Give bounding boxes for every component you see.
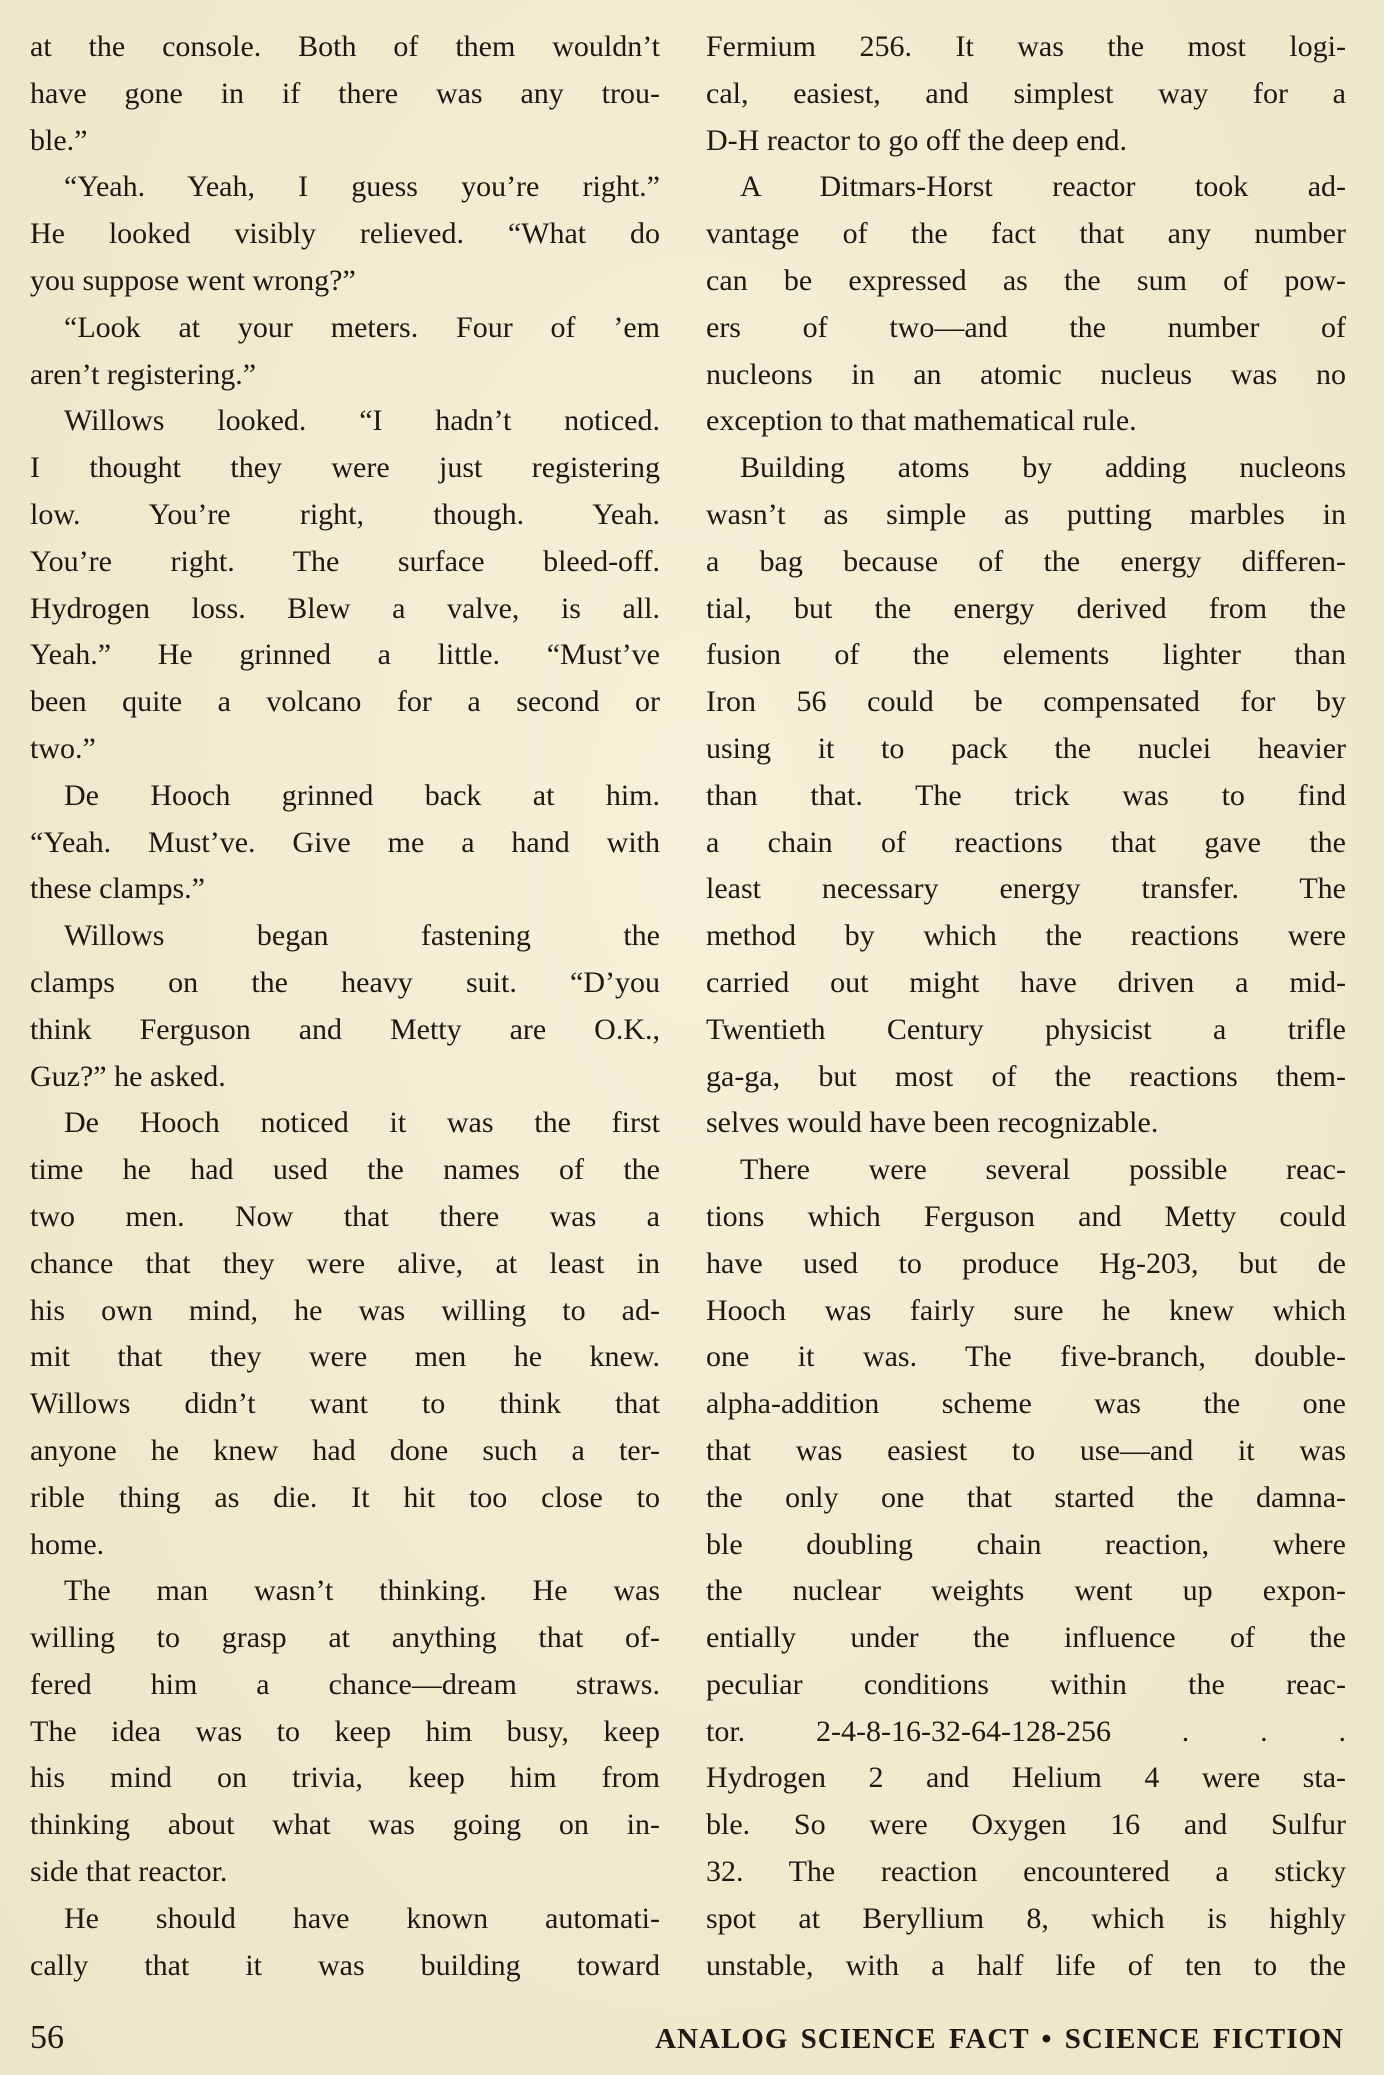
text-line: De Hooch noticed it was the first xyxy=(64,1106,660,1140)
text-line: Hydrogen 2 and Helium 4 were sta- xyxy=(706,1761,1346,1795)
paragraph xyxy=(706,445,1346,1147)
text-line: a bag because of the energy differen- xyxy=(706,544,1346,578)
text-line: ble doubling chain reaction, where xyxy=(706,1527,1346,1561)
text-line: rible thing as die. It hit too close to xyxy=(30,1480,660,1514)
text-line: using it to pack the nuclei heavier xyxy=(706,731,1346,765)
text-line: at the console. Both of them wouldn’t xyxy=(30,30,660,63)
text-line: Willows began fastening the xyxy=(64,919,660,953)
text-line: Twentieth Century physicist a trifle xyxy=(706,1012,1346,1046)
text-line: least necessary energy transfer. The xyxy=(706,872,1346,906)
text-line: There were several possible reac- xyxy=(740,1153,1346,1187)
text-line: I thought they were just registering xyxy=(30,451,660,485)
text-line: selves would have been recognizable. xyxy=(706,1106,1159,1140)
text-line: two.” xyxy=(30,731,96,765)
text-line: entially under the influence of the xyxy=(706,1621,1346,1655)
text-line: The man wasn’t thinking. He was xyxy=(64,1574,660,1608)
text-line: tions which Ferguson and Metty could xyxy=(706,1199,1346,1233)
text-line: The idea was to keep him busy, keep xyxy=(30,1714,660,1748)
text-line: De Hooch grinned back at him. xyxy=(64,778,660,812)
text-line: unstable, with a half life of ten to the xyxy=(706,1948,1346,1982)
text-line: ble. So were Oxygen 16 and Sulfur xyxy=(706,1808,1346,1842)
text-line: vantage of the fact that any number xyxy=(706,217,1346,251)
paragraph xyxy=(30,773,660,913)
text-line: Iron 56 could be compensated for by xyxy=(706,685,1346,719)
paragraph xyxy=(30,1896,660,1990)
paragraph xyxy=(30,1568,660,1896)
text-line: Hydrogen loss. Blew a valve, is all. xyxy=(30,591,660,625)
text-line: willing to grasp at anything that of- xyxy=(30,1621,660,1655)
text-line: been quite a volcano for a second or xyxy=(30,685,660,719)
text-line: aren’t registering.” xyxy=(30,357,257,391)
text-line: time he had used the names of the xyxy=(30,1153,660,1187)
text-line: Guz?” he asked. xyxy=(30,1059,226,1093)
text-line: He looked visibly relieved. “What do xyxy=(30,217,660,251)
paragraph xyxy=(706,164,1346,445)
text-line: He should have known automati- xyxy=(64,1901,660,1935)
paragraph xyxy=(30,24,660,164)
page-footer xyxy=(30,2019,1344,2057)
text-line: tial, but the energy derived from the xyxy=(706,591,1346,625)
paragraph xyxy=(30,305,660,399)
text-line: one it was. The five-branch, double- xyxy=(706,1340,1346,1374)
text-line: nucleons in an atomic nucleus was no xyxy=(706,357,1346,391)
paragraph xyxy=(706,24,1346,164)
text-line: ga-ga, but most of the reactions them- xyxy=(706,1059,1346,1093)
text-line: Willows looked. “I hadn’t noticed. xyxy=(64,404,660,438)
text-line: the nuclear weights went up expon- xyxy=(706,1574,1346,1608)
text-line: Yeah.” He grinned a little. “Must’ve xyxy=(30,638,660,672)
text-line: chance that they were alive, at least in xyxy=(30,1246,660,1280)
magazine-title: ANALOG SCIENCE FACT • SCIENCE FICTION xyxy=(655,2023,1344,2055)
text-line: “Look at your meters. Four of ’em xyxy=(64,310,660,344)
text-line: the only one that started the damna- xyxy=(706,1480,1346,1514)
text-line: that was easiest to use—and it was xyxy=(706,1433,1346,1467)
text-line: You’re right. The surface bleed-off. xyxy=(30,544,660,578)
text-line: peculiar conditions within the reac- xyxy=(706,1667,1346,1701)
text-line: anyone he knew had done such a ter- xyxy=(30,1433,660,1467)
text-line: A Ditmars-Horst reactor took ad- xyxy=(740,170,1346,204)
text-line: Hooch was fairly sure he knew which xyxy=(706,1293,1346,1327)
text-line: mit that they were men he knew. xyxy=(30,1340,660,1374)
text-line: spot at Beryllium 8, which is highly xyxy=(706,1901,1346,1935)
page-number: 56 xyxy=(30,2019,64,2056)
text-line: a chain of reactions that gave the xyxy=(706,825,1346,859)
text-line: Fermium 256. It was the most logi- xyxy=(706,30,1346,63)
text-line: his mind on trivia, keep him from xyxy=(30,1761,660,1795)
text-line: than that. The trick was to find xyxy=(706,778,1346,812)
text-line: cal, easiest, and simplest way for a xyxy=(706,76,1346,110)
text-line: alpha-addition scheme was the one xyxy=(706,1387,1346,1421)
paragraph xyxy=(30,913,660,1100)
text-line: fusion of the elements lighter than xyxy=(706,638,1346,672)
text-line: 32. The reaction encountered a sticky xyxy=(706,1855,1346,1889)
text-line: D-H reactor to go off the deep end. xyxy=(706,123,1127,157)
text-line: “Yeah. Yeah, I guess you’re right.” xyxy=(64,170,660,204)
text-line: you suppose went wrong?” xyxy=(30,263,356,297)
paragraph xyxy=(30,1100,660,1568)
text-line: have used to produce Hg-203, but de xyxy=(706,1246,1346,1280)
text-line: side that reactor. xyxy=(30,1855,228,1889)
text-line: think Ferguson and Metty are O.K., xyxy=(30,1012,660,1046)
text-line: low. You’re right, though. Yeah. xyxy=(30,497,660,531)
text-line: carried out might have driven a mid- xyxy=(706,965,1346,999)
text-line: thinking about what was going on in- xyxy=(30,1808,660,1842)
text-column-left xyxy=(30,24,660,1989)
paragraph xyxy=(706,1147,1346,1989)
text-line: tor. 2-4-8-16-32-64-128-256 . . . xyxy=(706,1714,1346,1748)
text-line: his own mind, he was willing to ad- xyxy=(30,1293,660,1327)
text-line: have gone in if there was any trou- xyxy=(30,76,660,110)
text-line: wasn’t as simple as putting marbles in xyxy=(706,497,1346,531)
text-line: Building atoms by adding nucleons xyxy=(740,451,1346,485)
text-columns xyxy=(30,24,1346,1989)
text-line: fered him a chance—dream straws. xyxy=(30,1667,660,1701)
text-line: ers of two—and the number of xyxy=(706,310,1346,344)
paragraph xyxy=(30,164,660,304)
text-line: home. xyxy=(30,1527,105,1561)
text-line: these clamps.” xyxy=(30,872,205,906)
text-line: cally that it was building toward xyxy=(30,1948,660,1982)
text-line: method by which the reactions were xyxy=(706,919,1346,953)
text-line: “Yeah. Must’ve. Give me a hand with xyxy=(30,825,660,859)
text-line: clamps on the heavy suit. “D’you xyxy=(30,965,660,999)
paragraph xyxy=(30,398,660,772)
text-column-right xyxy=(706,24,1346,1989)
text-line: Willows didn’t want to think that xyxy=(30,1387,660,1421)
text-line: can be expressed as the sum of pow- xyxy=(706,263,1346,297)
text-line: two men. Now that there was a xyxy=(30,1199,660,1233)
text-line: ble.” xyxy=(30,123,88,157)
text-line: exception to that mathematical rule. xyxy=(706,404,1137,438)
